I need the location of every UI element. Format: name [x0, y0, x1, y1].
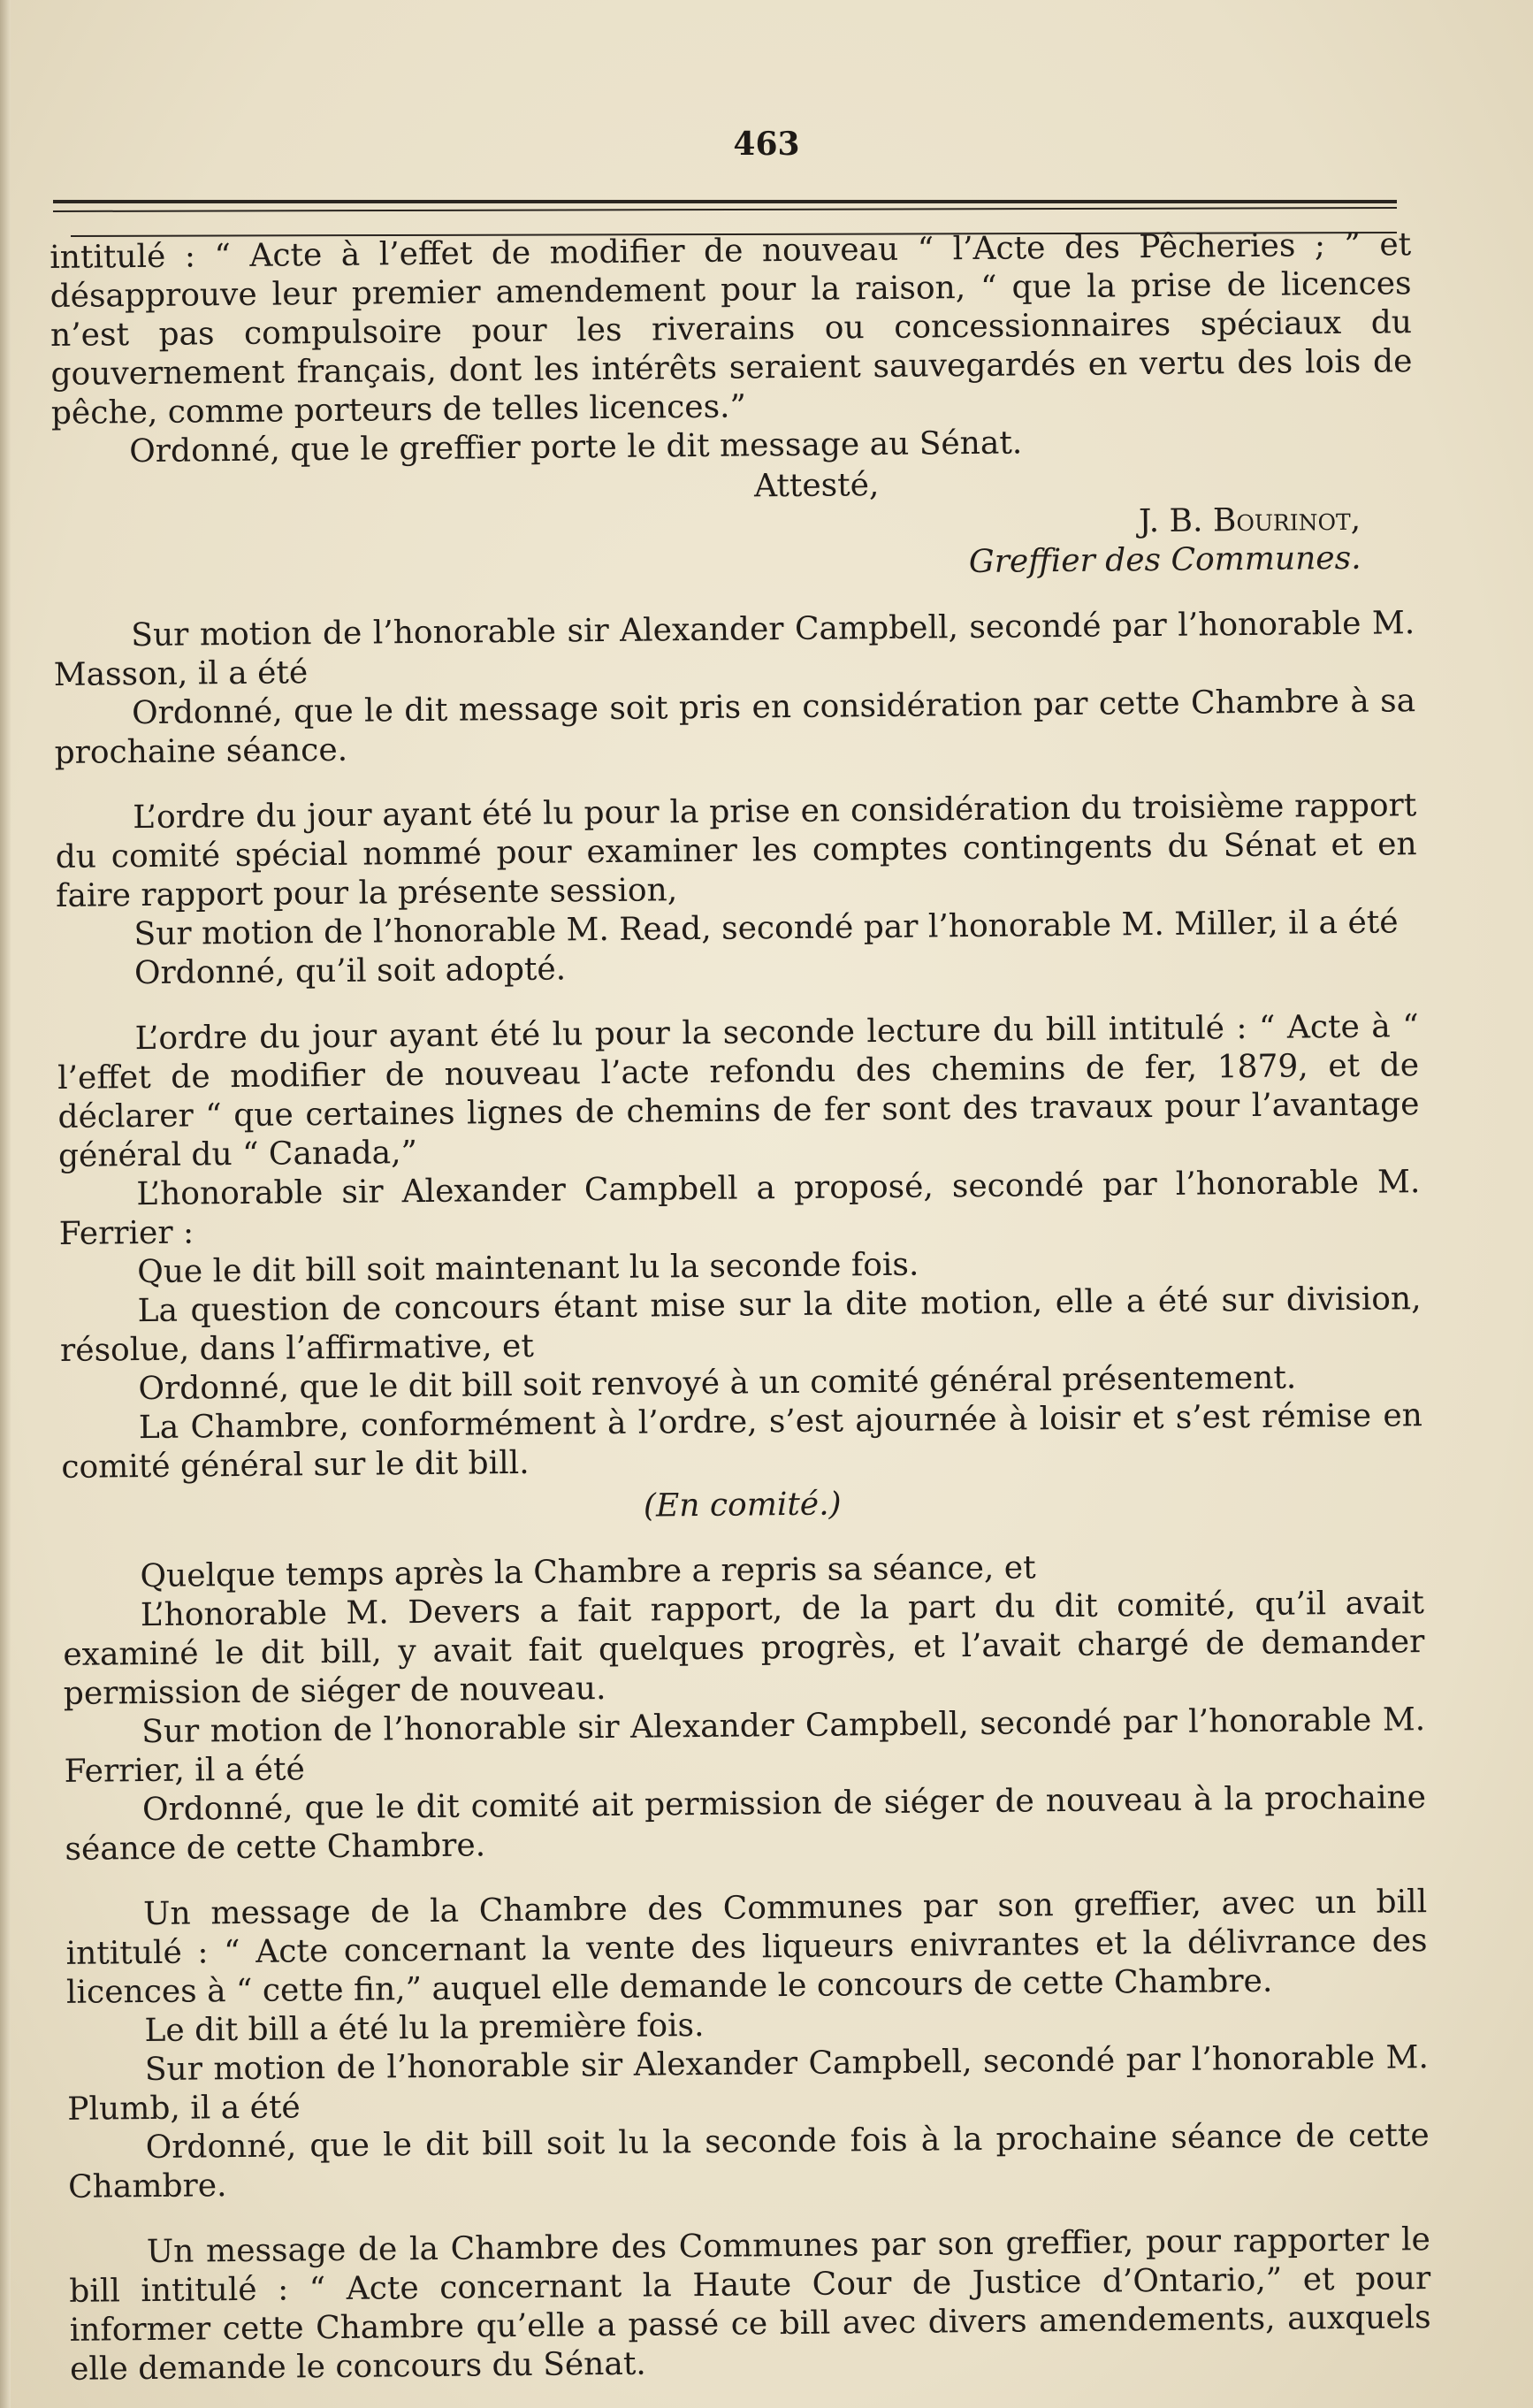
- paragraph: Un message de la Chambre des Communes par son greffier, pour rapporter le bill intitulé : “ Acte concernant la Haute Cour de Justice d’Ontario,” et pour informer cette Chambre qu’elle a passé ce bill avec divers amendements, auxquels elle demande le concours du Sénat.: [69, 2221, 1431, 2388]
- signature-initials: J. B.: [1138, 502, 1214, 540]
- page-number: 463: [733, 126, 800, 163]
- paragraph: Sur motion de l’honorable sir Alexander Campbell, secondé par l’honorable M. Plumb, il a été: [67, 2039, 1430, 2128]
- paragraph: Sur motion de l’honorable sir Alexander Campbell, secondé par l’honorable M. Ferrier, il a été: [64, 1701, 1426, 1790]
- signature-title: Greffier des Communes.: [968, 539, 1361, 581]
- paragraph: Un message de la Chambre des Communes par son greffier, avec un bill intitulé : “ Acte concernant la vente des liqueurs enivrantes et la délivrance des licences à “ cette fin,” auquel elle demande le concours de cette Chambre.: [65, 1884, 1428, 2011]
- header-rule-top: [53, 200, 1397, 203]
- section-heading: (En comité.): [643, 1486, 842, 1525]
- paragraph: La question de concours étant mise sur la dite motion, elle a été sur division, résolue, dans l’affirmative, et: [59, 1280, 1422, 1369]
- paragraph: L’ordre du jour ayant été lu pour la prise en considération du troisième rapport du comité spécial nommé pour examiner les comptes contingents du Sénat et en faire rapport pour la présente session,: [55, 787, 1417, 914]
- paragraph: Ordonné, que le dit bill soit lu la seconde fois à la prochaine séance de cette Chambre.: [67, 2117, 1430, 2205]
- paragraph: L’ordre du jour ayant été lu pour la seconde lecture du bill intitulé : “ Acte à “ l’effet de modifier de nouveau l’acte refondu des chemins de fer, 1879, et de déclarer “ que certaines lignes de chemins de fer sont des travaux pour l’avantage général du “ Canada,”: [57, 1008, 1420, 1174]
- paragraph: L’honorable M. Devers a fait rapport, de la part du dit comité, qu’il avait examiné le dit bill, y avait fait quelques progrès, et l’avait chargé de demander permission de siéger de nouveau.: [63, 1585, 1425, 1712]
- paragraph: Ordonné, qu’il soit adopté.: [133, 951, 567, 992]
- paragraph: Quelque temps après la Chambre a repris sa séance, et: [140, 1549, 1036, 1595]
- paragraph: Ordonné, que le dit comité ait permission de siéger de nouveau à la prochaine séance de cette Chambre.: [65, 1779, 1427, 1868]
- attestation: Attesté,: [753, 467, 880, 505]
- paragraph: Le dit bill a été lu la première fois.: [144, 2007, 705, 2050]
- paragraph: Sur motion de l’honorable sir Alexander Campbell, secondé par l’honorable M. Masson, il a été: [53, 605, 1415, 693]
- paragraph: L’honorable sir Alexander Campbell a proposé, secondé par l’honorable M. Ferrier :: [58, 1164, 1421, 1252]
- paragraph: Ordonné, que le dit bill soit renvoyé à un comité général présentement.: [138, 1359, 1297, 1408]
- paragraph: Ordonné, que le dit message soit pris en considération par cette Chambre à sa prochaine séance.: [54, 683, 1416, 771]
- signature-surname: Bourinot,: [1212, 501, 1361, 539]
- header-rule-middle: [53, 207, 1397, 212]
- paragraph: Ordonné, que le greffier porte le dit message au Sénat.: [129, 424, 1023, 470]
- paragraph: Sur motion de l’honorable M. Read, secondé par l’honorable M. Miller, il a été: [133, 904, 1399, 953]
- paragraph: intitulé : “ Acte à l’effet de modifier de nouveau “ l’Acte des Pêcheries ; ” et désapprouve leur premier amendement pour la raison, “ que la prise de licences n’est pas compulsoire pour les riverains ou concessionnaires spéciaux du gouvernement français, dont les intérêts seraient sauvegardés en vertu des lois de pêche, comme porteurs de telles licences.”: [50, 226, 1413, 432]
- paragraph: La Chambre, conformément à l’ordre, s’est ajournée à loisir et s’est rémise en comité général sur le dit bill.: [61, 1397, 1423, 1486]
- body-text: [50, 226, 1431, 2389]
- paragraph: Que le dit bill soit maintenant lu la seconde fois.: [137, 1246, 919, 1291]
